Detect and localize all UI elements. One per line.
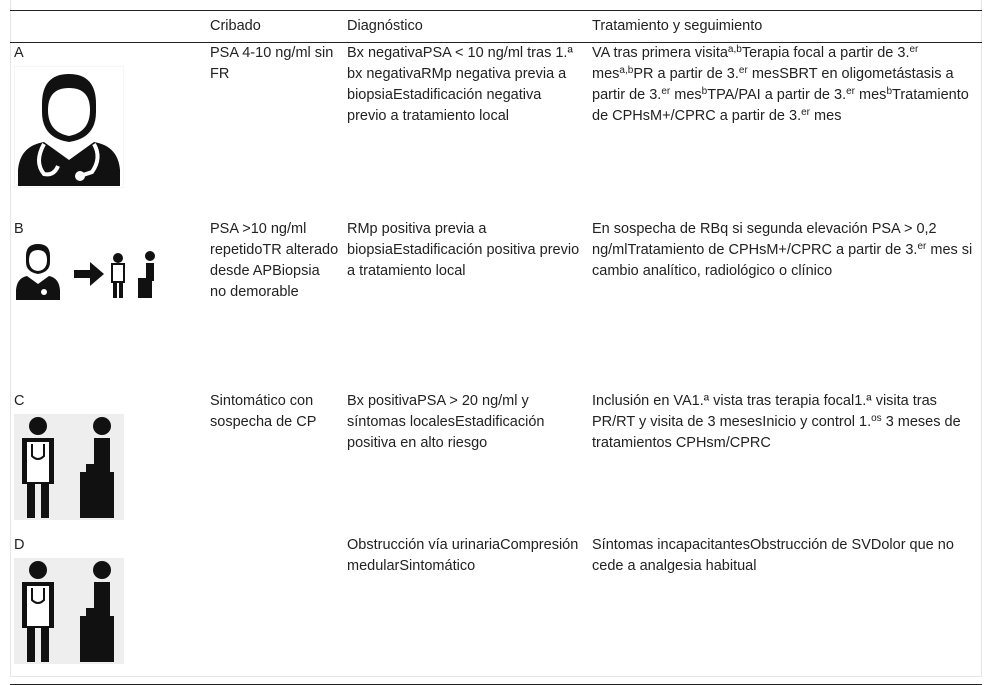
clinical-table: [10, 10, 982, 685]
row-label-cell: [10, 391, 206, 535]
tratamiento-cell: En sospecha de RBq si segunda elevación PSA > 0,2 ng/mlTratamiento de CPHsM+/CPRC a partir de 3.$^{er}$ mes si cambio analítico, radiológico o clínico: [592, 220, 973, 279]
row-label: B: [14, 220, 24, 237]
row-label: D: [14, 536, 25, 553]
table-header-row: [10, 11, 982, 43]
doctor-patient-icon: [14, 414, 124, 520]
diagnostico-cell: Bx negativaPSA < 10 ng/ml tras 1.ª bx negativaRMp negativa previa a biopsiaEstadificación negativa previo a tratamiento local: [347, 45, 573, 124]
header-empty: [10, 11, 206, 43]
row-label: A: [14, 45, 24, 61]
tratamiento-cell: Inclusión en VA1.ª vista tras terapia focal1.ª visita tras PR/RT y visita de 3 mesesInicio y control 1.$^{os}$ 3 meses de tratamientos CPHsm/CPRC: [592, 392, 961, 451]
tratamiento-cell: VA tras primera visita$^{a,b}$Terapia focal a partir de 3.$^{er}$ mes$^{a,b}$PR a partir de 3.$^{er}$ mesSBRT en oligometástasis a partir de 3.$^{er}$ mes$^b$TPA/PAI a partir de 3.$^{er}$ mes$^b$Tratamiento de CPHsM+/CPRC a partir de 3.$^{er}$ mes: [592, 44, 969, 124]
doctor-referral-icon: [14, 242, 166, 302]
doctor-portrait-icon: [14, 66, 124, 188]
diagnostico-cell: RMp positiva previa a biopsiaEstadificación positiva previo a tratamiento local: [347, 220, 580, 279]
cribado-cell: Sintomático con sospecha de CP: [210, 392, 317, 430]
diagnostico-cell: Obstrucción vía urinariaCompresión medularSintomático: [343, 535, 588, 685]
row-label-cell: [10, 219, 206, 391]
doctor-patient-icon: [14, 558, 124, 664]
cribado-cell: [206, 535, 343, 685]
header-tratamiento: Tratamiento y seguimiento: [588, 11, 982, 43]
row-label: C: [14, 392, 25, 409]
row-label-cell: [10, 535, 206, 685]
row-label-cell: [10, 43, 206, 219]
header-cribado: Cribado: [206, 11, 343, 43]
tratamiento-cell: Síntomas incapacitantesObstrucción de SVDolor que no cede a analgesia habitual: [588, 535, 982, 685]
table-row: [10, 391, 982, 535]
table-row: [10, 535, 982, 685]
cribado-cell: PSA >10 ng/ml repetidoTR alterado desde APBiopsia no demorable: [210, 220, 339, 300]
header-diagnostico: Diagnóstico: [343, 11, 588, 43]
table-row: [10, 219, 982, 391]
diagnostico-cell: Bx positivaPSA > 20 ng/ml y síntomas localesEstadificación positiva en alto riesgo: [347, 392, 545, 451]
cribado-cell: PSA 4-10 ng/ml sin FR: [210, 45, 334, 82]
table-row: [10, 43, 982, 219]
